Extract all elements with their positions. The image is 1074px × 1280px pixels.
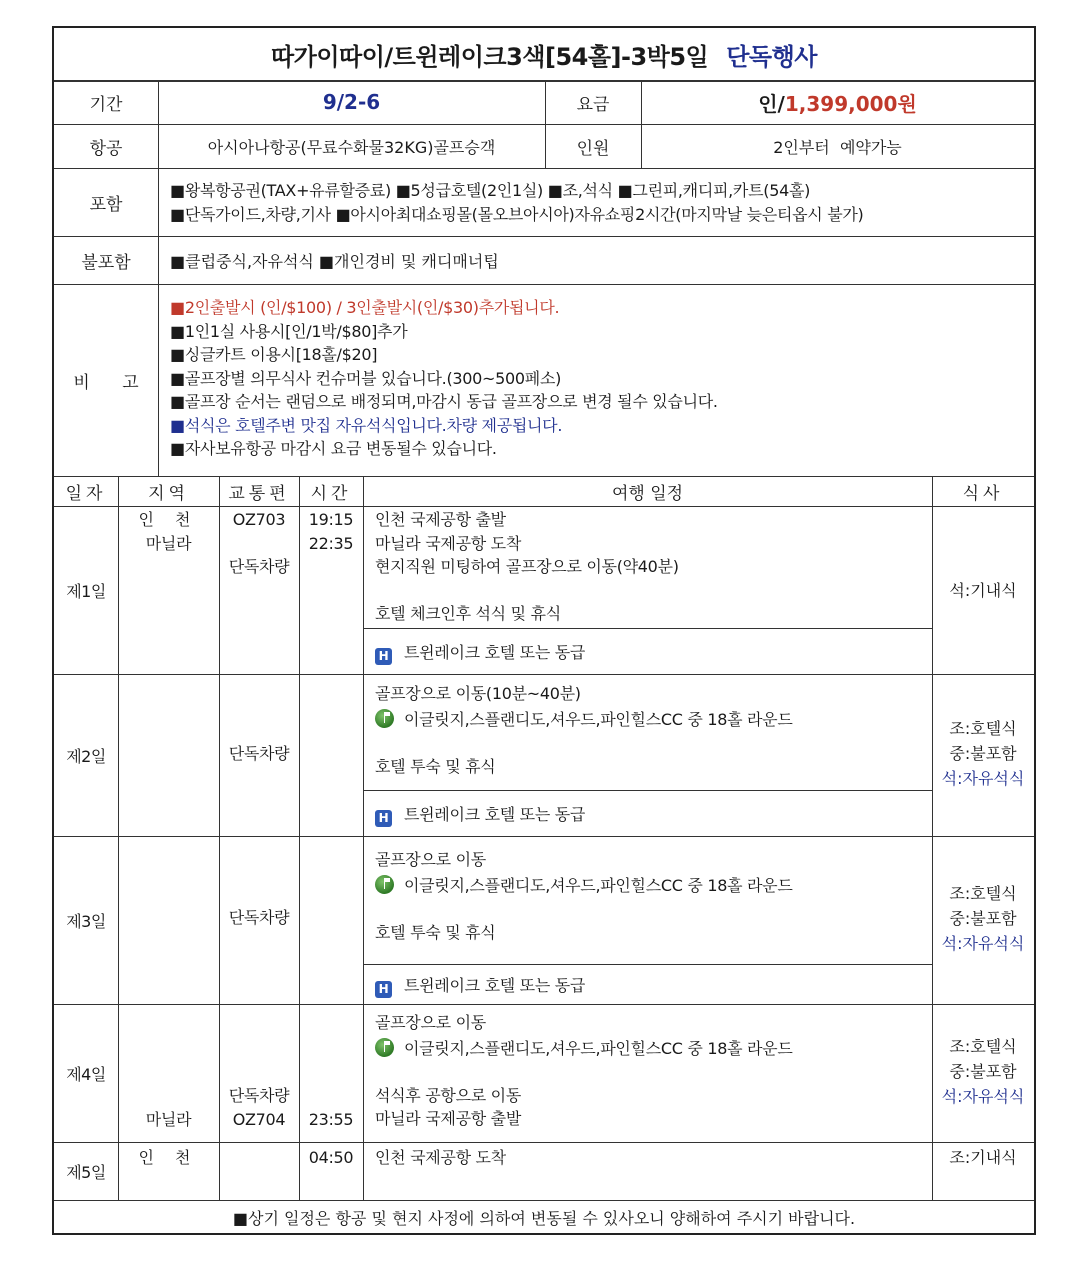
day-1-arrive-time: 22:35 [308,533,354,553]
day-5-meal: 조:기내식 [949,1148,1017,1167]
remark-line-1: ■2인출발시 (인/$100) / 3인출발시(인/$30)추가됩니다. [170,298,560,317]
day-4-flight: OZ704 [232,1109,286,1129]
day-3-hotel-name: 트윈레이크 호텔 또는 동급 [404,976,586,995]
title-main: 따가이따이/트윈레이크3색[54홀]-3박5일 [271,42,709,71]
day-4-transport [219,1084,299,1131]
page-title [54,28,1034,80]
day-2-hotel-name: 트윈레이크 호텔 또는 동급 [404,805,586,824]
hotel-icon: H [375,648,392,665]
day-2-hotel [375,802,585,827]
header-transport: 교통편 [228,483,290,504]
day-3-vehicle: 단독차량 [228,908,290,927]
day-5-label: 제5일 [66,1162,106,1182]
day-2-dinner: 석:자유석식 [941,769,1025,788]
day-4-golf [375,1037,925,1061]
day-4-breakfast: 조:호텔식 [949,1037,1017,1056]
remark-line-2: ■1인1실 사용시[인/1박/$80]추가 [170,321,408,341]
day-2-it-3: 호텔 투숙 및 휴식 [375,756,496,776]
day-4-label: 제4일 [66,1064,106,1084]
remark-line-5: ■골프장 순서는 랜덤으로 배정되며,마감시 동급 골프장으로 변경 될수 있습니다. [170,392,718,411]
day-3-itinerary [375,848,925,944]
day-2-lunch: 중:불포함 [949,744,1017,763]
day-3-dinner: 석:자유석식 [941,934,1025,953]
day-1-time [299,508,363,555]
remarks-label: 비 고 [73,372,139,393]
day-2-golf-text: 이글릿지,스플랜디도,셔우드,파인힐스CC 중 18홀 라운드 [404,709,793,729]
day-4-region: 마닐라 [145,1110,192,1129]
day-4-time: 23:55 [308,1110,354,1129]
day-5-time: 04:50 [308,1148,354,1167]
day-2-meal [932,716,1034,791]
day-2-itinerary [375,682,925,778]
header-day: 일자 [65,483,107,504]
day-4-it-3: 석식후 공항으로 이동 [375,1085,521,1105]
footer-note: ■상기 일정은 항공 및 현지 사정에 의하여 변동될 수 있사오니 양해하여 주시기 바랍니다. [232,1209,856,1228]
day-1-meal: 석:기내식 [949,581,1017,600]
airline-label: 항공 [89,138,123,159]
golf-icon [375,875,394,894]
day-3-it-3: 호텔 투숙 및 휴식 [375,922,496,942]
day-3-meal [932,881,1034,956]
remark-line-4: ■골프장별 의무식사 컨슈머블 있습니다.(300~500페소) [170,368,562,388]
day-1-flight: OZ703 [232,510,286,529]
day-3-lunch: 중:불포함 [949,909,1017,928]
day-4-it-4: 마닐라 국제공항 출발 [375,1109,521,1128]
hotel-icon: H [375,981,392,998]
include-list [170,179,1030,226]
day-1-it-3: 현지직원 미팅하여 골프장으로 이동(약40분) [375,557,679,576]
day-1-itinerary [375,508,925,626]
day-3-label: 제3일 [66,911,106,931]
remark-line-7: ■자사보유항공 마감시 요금 변동될수 있습니다. [170,439,497,458]
day-4-golf-text: 이글릿지,스플랜디도,셔우드,파인힐스CC 중 18홀 라운드 [404,1038,793,1058]
price-amount: 1,399,000원 [784,91,917,116]
day-2-label: 제2일 [66,746,106,766]
day-1-depart-time: 19:15 [308,510,354,529]
day-5-region: 인 천 [138,1148,199,1167]
period-value: 9/2-6 [322,90,381,114]
exclude-text: ■클럽중식,자유석식 ■개인경비 및 캐디매너팁 [170,251,499,271]
itinerary-sheet [52,26,1036,1235]
remark-line-6: ■석식은 호텔주변 맛집 자유석식입니다.차량 제공됩니다. [170,415,563,435]
period-label: 기간 [89,94,123,115]
price-label: 요금 [576,94,610,115]
day-1-hotel-name: 트윈레이크 호텔 또는 동급 [404,643,586,662]
include-line-1: ■왕복항공권(TAX+유류할증료) ■5성급호텔(2인1실) ■조,석식 ■그린피,캐디피,카트(54홀) [170,181,811,200]
day-1-transport [219,508,299,579]
day-3-breakfast: 조:호텔식 [949,884,1017,903]
day-4-lunch: 중:불포함 [949,1062,1017,1081]
hotel-icon: H [375,810,392,827]
remarks-list [170,296,1030,461]
day-1-region-from: 인 천 [138,510,199,529]
day-2-vehicle: 단독차량 [228,744,290,763]
day-4-itinerary [375,1011,925,1131]
day-2-it-1: 골프장으로 이동(10분~40분) [375,684,581,703]
day-3-hotel [375,973,585,998]
airline-value: 아시아나항공(무료수화물32KG)골프승객 [207,137,496,157]
day-1-region-to: 마닐라 [145,533,192,553]
day-5-itinerary: 인천 국제공항 도착 [375,1148,506,1167]
title-tag: 단독행사 [726,42,817,71]
header-meal: 식사 [962,483,1004,504]
people-value: 2인부터 예약가능 [773,137,902,157]
header-region: 지역 [148,483,189,504]
header-time: 시간 [310,483,352,504]
day-1-vehicle: 단독차량 [228,557,290,576]
day-2-breakfast: 조:호텔식 [949,719,1017,738]
price-value [641,80,1034,124]
day-1-hotel [375,640,585,665]
people-label: 인원 [576,138,610,159]
price-prefix: 인/ [758,91,785,116]
day-4-dinner: 석:자유석식 [941,1087,1025,1106]
include-label: 포함 [89,194,123,215]
day-4-it-1: 골프장으로 이동 [375,1013,486,1032]
day-3-golf [375,874,925,898]
day-4-meal [932,1034,1034,1109]
remark-line-3: ■싱글카트 이용시[18홀/$20] [170,345,378,364]
exclude-label: 불포함 [81,252,131,273]
day-4-vehicle: 단독차량 [228,1086,290,1105]
golf-icon [375,1038,394,1057]
golf-icon [375,709,394,728]
day-2-golf [375,708,925,732]
header-itinerary: 여행 일정 [611,483,684,504]
day-1-it-1: 인천 국제공항 출발 [375,510,506,529]
include-line-2: ■단독가이드,차량,기사 ■아시아최대쇼핑몰(몰오브아시아)자유쇼핑2시간(마지막날 늦은티옵시 불가) [170,204,864,224]
day-3-golf-text: 이글릿지,스플랜디도,셔우드,파인힐스CC 중 18홀 라운드 [404,875,793,895]
day-1-region [118,508,219,555]
day-1-it-2: 마닐라 국제공항 도착 [375,533,521,553]
day-3-it-1: 골프장으로 이동 [375,850,486,869]
day-1-label: 제1일 [66,581,106,601]
day-1-it-4: 호텔 체크인후 석식 및 휴식 [375,604,561,623]
